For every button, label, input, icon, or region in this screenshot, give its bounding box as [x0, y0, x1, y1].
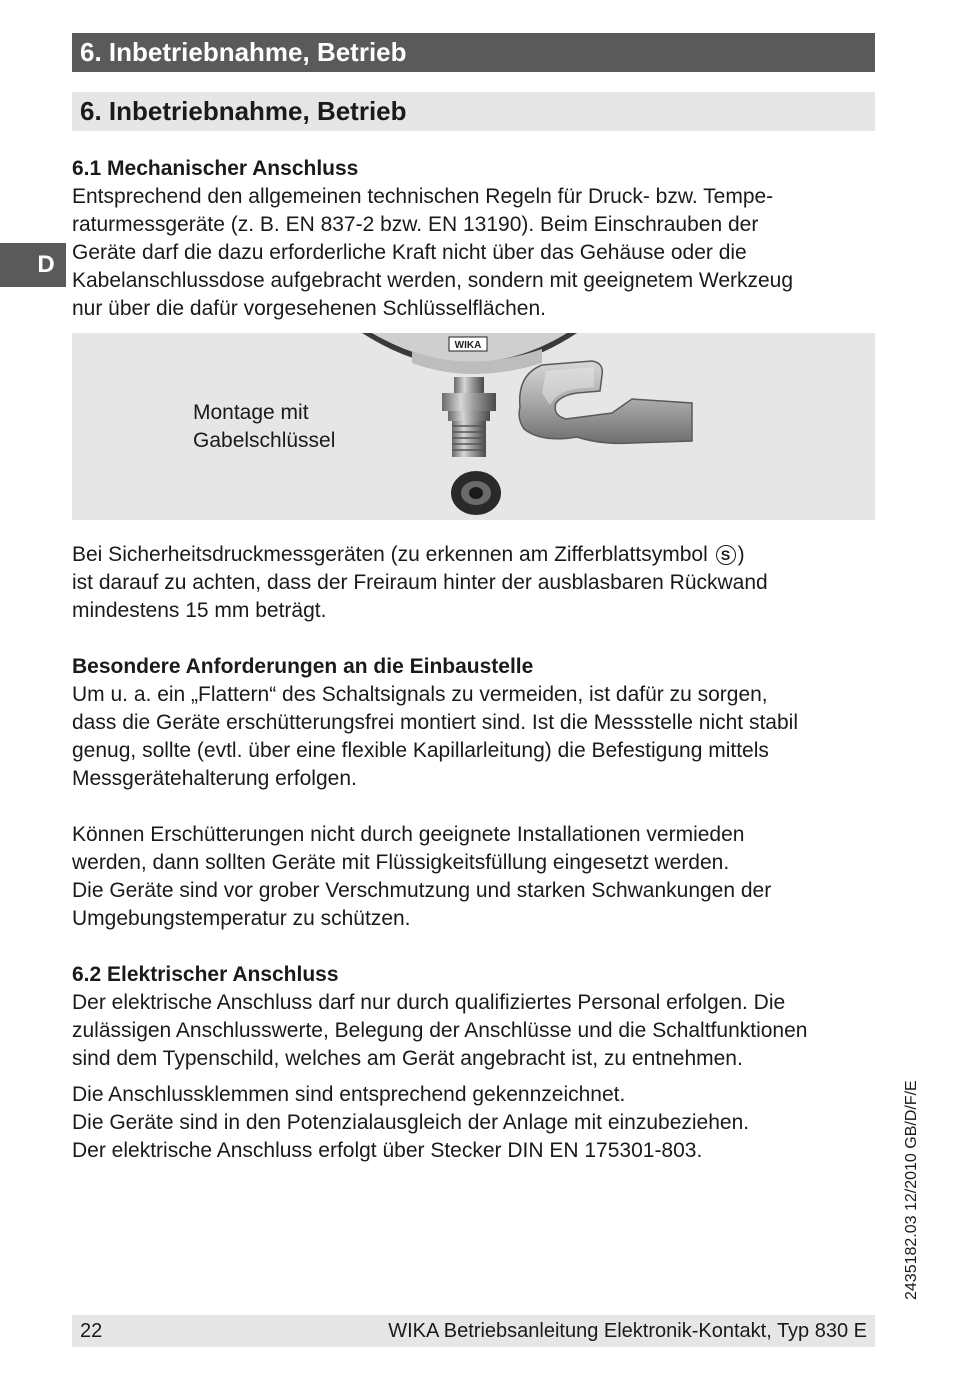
mounting-figure	[72, 333, 875, 520]
paragraph-line	[72, 541, 875, 569]
open-end-wrench	[519, 361, 692, 443]
paragraph-line: werden, dann sollten Geräte mit Flüssigkeitsfüllung eingesetzt werden.	[72, 851, 730, 874]
text-span: )	[737, 543, 745, 566]
page-number: 22	[80, 1320, 103, 1342]
paragraph-line: ist darauf zu achten, dass der Freiraum hinter der ausblasbaren Rückwand	[72, 571, 768, 594]
paragraph-line: Messgerätehalterung erfolgen.	[72, 767, 357, 790]
paragraph-line: nur über die dafür vorgesehenen Schlüsselflächen.	[72, 297, 546, 320]
paragraph-line: Geräte darf die dazu erforderliche Kraft nicht über das Gehäuse oder die	[72, 241, 747, 264]
section-6-1	[72, 155, 875, 323]
paragraph-line: Die Geräte sind vor grober Verschmutzung und starken Schwankungen der	[72, 879, 772, 902]
paragraph-line: Der elektrische Anschluss darf nur durch qualifiziertes Personal erfolgen. Die	[72, 991, 786, 1014]
caption-line: Gabelschlüssel	[193, 429, 336, 452]
footer-doc-title: WIKA Betriebsanleitung Elektronik-Kontakt, Typ 830 E	[388, 1320, 867, 1342]
safety-symbol-icon: S	[716, 545, 736, 565]
section-installation	[72, 653, 875, 933]
section-6-2	[72, 961, 875, 1165]
paragraph-line: Die Anschlussklemmen sind entsprechend gekennzeichnet.	[72, 1083, 626, 1106]
paragraph-line: sind dem Typenschild, welches am Gerät angebracht ist, zu entnehmen.	[72, 1047, 743, 1070]
text-span: Bei Sicherheitsdruckmessgeräten (zu erkennen am Zifferblattsymbol	[72, 543, 714, 566]
section-title: 6. Inbetriebnahme, Betrieb	[72, 92, 875, 131]
document-code: 2435182.03 12/2010 GB/D/F/E	[903, 1080, 920, 1300]
paragraph-line: Die Geräte sind in den Potenzialausgleich der Anlage mit einzubeziehen.	[72, 1111, 750, 1134]
paragraph-line: Können Erschütterungen nicht durch geeignete Installationen vermieden	[72, 823, 745, 846]
paragraph-line: Entsprechend den allgemeinen technischen Regeln für Druck- bzw. Tempe-	[72, 185, 774, 208]
heading-mechanical-connection: 6.1 Mechanischer Anschluss	[72, 157, 359, 180]
running-header: 6. Inbetriebnahme, Betrieb	[72, 33, 875, 72]
paragraph-line: Der elektrische Anschluss erfolgt über Stecker DIN EN 175301-803.	[72, 1139, 703, 1162]
paragraph-line: Um u. a. ein „Flattern“ des Schaltsignals zu vermeiden, ist dafür zu sorgen,	[72, 683, 768, 706]
paragraph-line: dass die Geräte erschütterungsfrei montiert sind. Ist die Messstelle nicht stabil	[72, 711, 798, 734]
caption-line: Montage mit	[193, 401, 309, 424]
paragraph-line: Kabelanschlussdose aufgebracht werden, sondern mit geeignetem Werkzeug	[72, 269, 794, 292]
page-footer	[72, 1315, 875, 1347]
safety-note	[72, 541, 875, 625]
gauge-wrench-illustration	[72, 333, 875, 520]
paragraph-line: genug, sollte (evtl. über eine flexible Kapillarleitung) die Befestigung mittels	[72, 739, 769, 762]
heading-electrical-connection: 6.2 Elektrischer Anschluss	[72, 963, 339, 986]
paragraph-line: raturmessgeräte (z. B. EN 837-2 bzw. EN 13190). Beim Einschrauben der	[72, 213, 759, 236]
heading-installation-requirements: Besondere Anforderungen an die Einbaustelle	[72, 655, 534, 678]
svg-text:WIKA: WIKA	[454, 340, 482, 351]
paragraph-line: Umgebungstemperatur zu schützen.	[72, 907, 411, 930]
language-tab: D	[0, 243, 66, 287]
paragraph-line: zulässigen Anschlusswerte, Belegung der Anschlüsse und die Schaltfunktionen	[72, 1019, 808, 1042]
paragraph-line: mindestens 15 mm beträgt.	[72, 599, 327, 622]
